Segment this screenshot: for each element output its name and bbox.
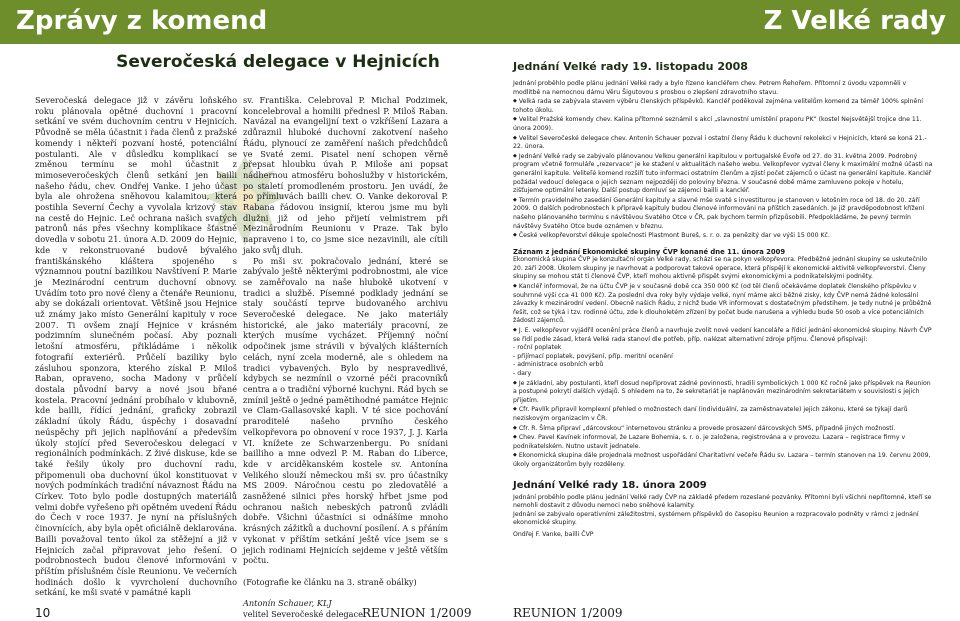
bullet-item: ◆ Cfr. Pavlík připravil komplexní přehled o možnostech daní (individuální, za zaměstnavatele) jejich zákonu, které se týkají darů neziskovým organizacím v ČR.	[513, 405, 933, 423]
bullet-item: ◆ Kancléř informoval, že na účtu ČVP je v současné době cca 350 000 Kč (od těl členů očekáváme doplatek členského příspěvku v souhrnné výši cca 41 000 Kč). Za poslední dva roky byly výdaje velké, nyní máme akci běžné zisky, kdy ČVP nemá žádné kolosální závazky k mezinárodní vedení. Obecně našich Řádu, z nichž bude VR informovat s dostatečným předstihem. Je tedy nutné je průběžně řešit, což se týká i tzv. rodinné účtu, zde k dlouholetém zřízení by počet bude narušena a výhledu bude 50 osob a více potenciálních žádostí zájemců.	[513, 282, 933, 326]
sub-heading: Záznam z jednání Ekonomické skupiny ČVP konané dne 11. února 2009	[513, 247, 786, 256]
bullet-item: ◆ Velká rada se zabývala stavem výběru členských příspěvků. Kancléř poděkoval zejména velitelům komend za téměř 100% splnění tohoto úkolu.	[513, 97, 933, 115]
section-title-right: Z Velké rady	[763, 6, 946, 36]
list-item: - administrace osobních erbů	[513, 361, 604, 369]
article-text: Ekonomická skupina ČVP je konzultační orgán Velké rady, schází se na pokyn velkopřevora. Předběžné jednání skupiny se uskutečnilo 20. září 2008. Úkolem skupiny je navrhovat a podporovat takové operace, která přispějí k ekonomické aktivitě velkopřevorství. Členy skupiny se mohou stát ti členové ČVP, kteří mohou aktivně přispět svými ekonomickými a podnikatelskými podněty.	[513, 256, 927, 281]
bullet-item: ◆ Je základní, aby postulanti, kteří dosud nepřiprovat zádné povinnosti, hradili symbolických 1 000 Kč ročně jako příspěvek na Reunion a postupné pokrytí dalších výdajů. S ohledem na to, že sekretariát je naplánován mezinárodním sekretariátem v souvislosti s jejich přijetím.	[513, 379, 933, 406]
article-text: sv. Františka. Celebroval P. Michal Podzimek, koncelebroval a homilii přednesl P. Miloš Raban. Navázal na evangelijní text o vzkříšení Lazara a zdůraznil hluboké duchovní zakotvení našeho Řádu, plynoucí ze zaměření našich předchůdců ve Svaté zemi. Pisatel není schopen věrně přepsat hloubku úvah P. Miloše ani popsat nádhernou atmosféru bohoslužby v historickém, po staletí promodleném prostoru. Jen uvádí, že po přímluvách bailli chev. O. Vanke dekoroval P. Rabana řádovou insignií, kterou jsme mu byli dlužni již od jeho přijetí velmistrem při Mezinárodním Reunionu v Praze. Tak bylo napraveno i to, co jsme sice nezavinili, ale cítili jako svůj dluh.	[243, 95, 448, 255]
page-number: 10	[35, 606, 51, 620]
bullet-item: ◆ Velitel Severočeské delegace chev. Antonín Schauer pozval i ostatní členy Řádu k duchovní rekolekci v Hejnicích, které se koná 21.- 22. února.	[513, 134, 933, 152]
photo-note: (Fotografie ke článku na 3. straně obálky)	[243, 576, 417, 587]
right-article-column	[513, 80, 933, 605]
list-item: - roční poplatek	[513, 344, 562, 352]
article-text: Po mši sv. pokračovalo jednání, které se zabývalo ještě některými podrobnostmi, ale více se zaměřovalo na naše hlubokě ukotvení v tradici a službě. Písemné podklady jednání se staly součástí teprve budovaného archivu Severočeské delegace. Ne jako materiály historické, ale jako materiály pracovní, ze kterých musíme vycházet. Příjemný noční odpočinek jsme strávili v bývalých klášterních celách, nyní zcela moderně, ale s ohledem na tradici vybavených. Bylo by nespravedlivé, kdybych se nezmínil o vzorné péči pracovníků centra a o tradiční výborné kuchyni. Rád bych se zmínil ještě o jedné pamětihodné památce Hejnic ve Clam-Gallasovské kapli. V té sice pochování praroditelé našeho prvního českého velkopřevora po obnovení v roce 1937, J. J. Karla VI. knížete ze Schwarzenbergu. Po snídani bailliho a mne odvezl P. M. Raban do Liberce, kde v arciděkanském kostele sv. Antonína Velikého slouží německou mši sv. pro účastníky MS 2009. Náročnou cestu po zledovatělé a zasněžené silnici přes horský hřbet jsme pod ochranou našich nebeských patronů zvládli dobře. Všichni účastníci si odnášíme mnoho krásných zážitků a duchovní posílení. A s přáním vykonat v příštím setkání ještě více jsem se s jejich rodinami Hejnicích sejdeme v ještě větším počtu.	[243, 255, 448, 566]
article-text: Severočeská delegace již v závěru loňského roku plánovala opětné duchovní i pracovní setkání ve svém duchovním centru v Hejnicích. Původně se měla účastnit i řada členů z pražské komendy i někteří pozvaní hosté, potenciální postulanti. Ale v důsledku komplikací se změnou termínu se mohl účastnit z mimoseveročeských členů setkání jen bailli našeho řádu, chev. Ondřej Vanke. I jeho účast byla ale ohrožena sněhovou kalamitou, která postihla Severní Čechy a vyvolala krizový stav na cestě do Hejnic. Leč ochrana našich svatých patronů nás přes všechny komplikace šťastně dovedla v sobotu 21. února A.D. 2009 do Hejnic, kde v rekonstruované budově bývalého františkánského kláštera spojeného s významnou poutní bazilikou Navštívení P. Marie je Mezinárodní centrum duchovní obnovy. Uvádím toto pro nové členy a čtenáře Reunionu, aby se dokázali orientovat. Většině jsou Hejnice už známy jako místo Generální kapituly v roce 2007. Ti ovšem znají Hejnice v krásném podzimním slunečném počasí. Aby poznali letošní atmosféru, přikládáme i několik fotografií exteriérů. Průčelí baziliky bylo zásluhou sponzora, kterého získal P. Miloš Raban, opraveno, socha Madony v průčelí dostala původní barvy a nové jsou břané kostela. Pracovní jednání probíhalo v klubovně, kde bailli, řídící jednání, graficky zobrazil základní úkoly Řádu, úspěchy i dosavadní neúspěchy při jejich naplňování a především úkoly stojící před Severočeskou delegací v regionálních podmínkách. Z živé diskuse, kde se také řešily úkoly pro duchovní radu, připomenuli oba duchovní úkol konstituovat v nových podmínkách tradiční návaznost Řádu na Církev. Toto bylo podle dostupných materiálů velmi dobře vyřešeno při opětném uvedení Řádu do Čech v roce 1937. Je nyní na příslušných činovnících, aby byla opět oficiálně deklarována. Bailli považoval tento úkol za stěžejní a již v Hejnicích začal připravovat jeho řešení. O podrobnostech budou členové informováni v příštím příslušném čísle Reunionu. Ve večerních hodinách došlo k vyvrcholení duchovního setkání, ke mši svaté v památné kapli	[35, 95, 237, 598]
bullet-item: ◆ Cfr. R. Šíma připraví „dárcovskou“ internetovou stránku a provede prosazení dárcovských SMS, případně jiných možností.	[513, 424, 933, 434]
section-title-left: Zprávy z komend	[16, 6, 268, 36]
article-text: Jednání proběhlo podle plánu jednání Velké rady a bylo řízeno kancléřem chev. Petrem Řehořem. Přítomní z úvodu vzpomněli v modlitbě na nemocnou dámu Věru Šigutovou s prosbou o zlepšení zdravotního stavu.	[513, 80, 907, 96]
author-role: velitel Severočeské delegace	[243, 608, 363, 619]
bullet-item: ◆ České velkopřevorství děkuje společnosti Plastmont Bureš, s. r. o. za penězitý dar ve výši 15 000 Kč.	[513, 231, 933, 241]
list-item: - přijímací poplatek, povýšení, příp. meritní ocenění	[513, 352, 673, 360]
left-article-column-1	[35, 95, 237, 600]
right-article-title: Jednání Velké rady 19. listopadu 2008	[513, 60, 748, 73]
bullet-item: ◆ Velitel Pražské komendy chev. Kalina přítomné seznámil s akcí „slavnostní umístění praporu PK“ (kostel Nejsvětější trojice dne 11. února 2009).	[513, 115, 933, 133]
bullet-item: ◆ Termín pravidelného zasedání Generální kapituly a slavné mše svaté s investiturou je stanoven v letošním roce od 18. do 20. září 2009. O dalších podrobnostech k přípravě kapituly budou členové informováni na příštích zasedáních. Je již pravděpodobnost křížení našeho plánovaného termínu s návštěvou Svatého Otce v ČR, pak bychom termín přizpůsobili. Předpokládáme, že pevný termín návštěvy Svatého Otce bude oznámen v březnu.	[513, 196, 933, 231]
article-text: Jednání proběhlo podle plánu jednání Velké rady ČVP na základě předem rozeslané pozvánky. Přítomni byli všichni nepřítomné, kteří se nemohli dostavit z důvodu nemoci nebo sněhové kalamity.	[513, 493, 932, 510]
signature-line: Ondřej F. Vanke, bailli ČVP	[513, 530, 594, 538]
footer-issue-left: REUNION 1/2009	[362, 606, 472, 620]
section-heading: Jednání Velké rady 18. února 2009	[513, 479, 707, 491]
bullet-item: ◆ J. E. velkopřevor vyjádřil ocenění práce členů a navrhuje zvolit nové vedení kanceláře a řídící jednání ekonomické skupiny. Návrh ČVP se řídí podle zásad, která Velké rada stanoví dle potřeb, příp. nalézat alternativní zdroje příjmu. Členové přispívají:	[513, 326, 933, 344]
bullet-item: ◆ Jednání Velké rady se zabývalo plánovanou Velkou generální kapitulou v portugalské Évoře od 27. do 31. května 2009. Podrobný program včetně formuláře „rezervace“ je ke stažení v aktualitách našeho webu. Velkopřevor vyzval členy k maximální možné účasti na generální kapitule. Veliteľé komend rozšíří tuto informaci ostatním členům a zjistí počet zájemců o účast na generální kapitule. Kancléř požádal vedoucí delegace o jejich seznam nejpozději do poloviny března. V současné době máme zamluveno pokoje v hotelu, zišťujeme optimální letenky. Další postup domluví se zájemci bailli a kancléř.	[513, 152, 933, 196]
bullet-item: ◆ Ekonomická skupina dále projednala možnost uspořádání Charitativní večeře Řádu sv. Lazara – termín stanoven na 19. červnu 2009, úkoly organizátorům byly rozděleny.	[513, 451, 933, 469]
left-article-title: Severočeská delegace v Hejnicích	[116, 52, 440, 72]
header-band	[0, 0, 960, 44]
list-item: - dary	[513, 370, 532, 377]
author-name: Antonín Schauer, KLJ	[243, 598, 332, 609]
footer-issue-right: REUNION 1/2009	[513, 606, 623, 620]
bullet-item: ◆ Chev. Pavel Kavínek informoval, že Lazare Bohemia, s. r. o. je založena, registrována a v provozu. Lazara – registrace firmy v podnikatelském. Nutno ustavit jednatele.	[513, 433, 933, 451]
article-text: Jednání se zabývalo operativními záležitostmi, systémem příspěvků do časopisu Reunion a rozpracovalo podněty v rámci z jednání ekonomické skupiny.	[513, 510, 919, 527]
